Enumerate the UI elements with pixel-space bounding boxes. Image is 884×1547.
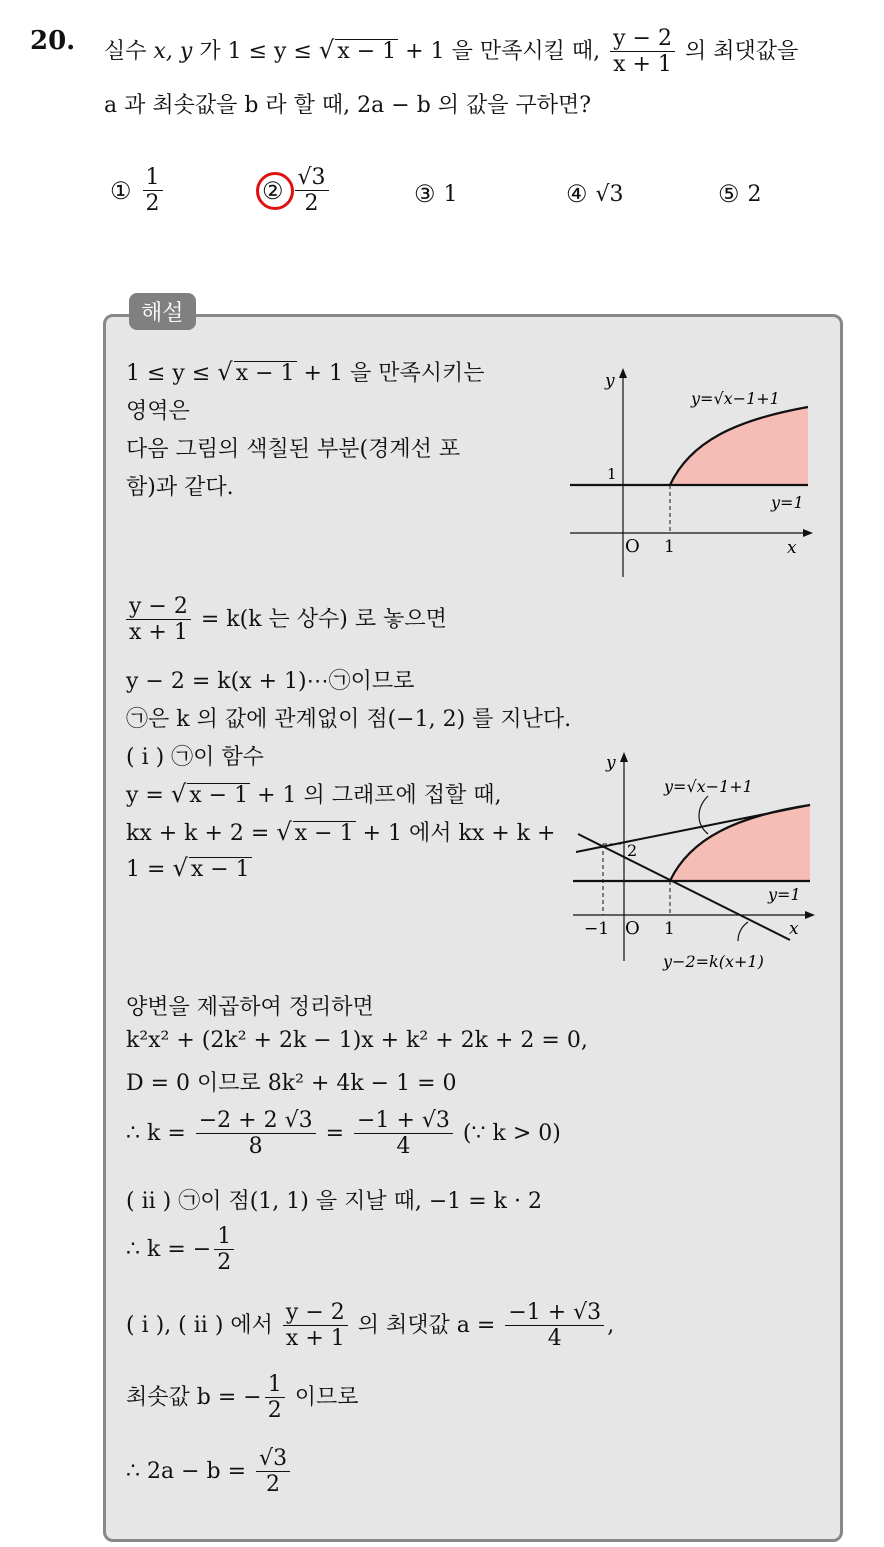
choice-1-den: 2 (145, 191, 160, 217)
graph-1-x-arrow (803, 529, 813, 537)
sol-p3-line6 (126, 1224, 237, 1276)
question-number: 20. (30, 26, 76, 56)
sol-p3-line9 (126, 1446, 293, 1498)
sol-p1-sqrt: x − 1 (235, 361, 295, 386)
radical-sign: √ (217, 358, 233, 386)
sol-p3-l7-f-den: x + 1 (285, 1326, 345, 1352)
sol-p3-l8-pre: 최솟값 b = − (126, 1384, 262, 1410)
choice-1-mark: ① (110, 176, 132, 205)
inequality: 1 ≤ y ≤ (227, 38, 312, 64)
particle-ga: 가 (199, 38, 221, 64)
radical-sign: √ (318, 35, 335, 64)
graph-2-tick-x: 1 (664, 919, 675, 939)
choice-2-fraction (295, 165, 329, 217)
sol-p3-l4-f1-num: −2 + 2 √3 (196, 1108, 316, 1134)
sol-p2-line3: ㉠은 k 의 값에 관계없이 점(−1, 2) 를 지난다. (126, 707, 572, 732)
radical-sign: √ (276, 818, 292, 846)
sol-p1-line1 (126, 356, 484, 387)
sol-p3-l8-frac (265, 1372, 285, 1424)
graph-1-x-label: x (787, 538, 797, 558)
sol-p2-l5-post: + 1 의 그래프에 접할 때, (257, 783, 502, 808)
choice-4-mark: ④ (566, 180, 588, 208)
sol-p3-l4-post: (∵ k > 0) (462, 1120, 561, 1146)
fraction-numerator: y − 2 (610, 26, 675, 52)
question-text-mid: 을 만족시킬 때, (451, 38, 601, 64)
graph-2-x-arrow (805, 911, 815, 919)
radical-sign: √ (170, 780, 187, 808)
sol-p3-line1: 양변을 제곱하여 정리하면 (126, 995, 374, 1020)
question-fraction (610, 26, 675, 78)
choice-3-mark: ③ (414, 180, 436, 208)
choice-1-fraction (143, 165, 163, 217)
sol-p1-line2: 영역은 (126, 399, 190, 424)
sol-p3-l9-den: 2 (266, 1472, 281, 1498)
sol-p2-l7-sqrt: x − 1 (190, 857, 250, 882)
graph-2-tangent-label: y−2=k(x+1) (663, 952, 764, 971)
sol-p2-l5-pre: y = (126, 783, 164, 808)
sol-p2-l6-sqrt: x − 1 (294, 821, 354, 846)
sol-p3-l4-frac2 (354, 1108, 453, 1160)
sol-p3-l6-pre: ∴ k = − (126, 1236, 212, 1262)
sol-p3-l8-den: 2 (267, 1398, 282, 1424)
sol-p3-l6-frac (214, 1224, 234, 1276)
choice-3[interactable] (414, 180, 458, 208)
graph-2-x-label: x (789, 919, 799, 939)
sol-p3-line3: D = 0 이므로 8k² + 4k − 1 = 0 (126, 1071, 457, 1096)
sol-p1-line4: 함)과 같다. (126, 475, 234, 500)
choice-2-num: √3 (295, 165, 329, 191)
graph-2-y-label: y (606, 753, 616, 773)
choice-4[interactable] (566, 180, 624, 208)
sol-p3-l8-post: 이므로 (294, 1384, 359, 1410)
sol-p3-l8-num: 1 (265, 1372, 285, 1398)
choice-5-mark: ⑤ (718, 180, 740, 208)
choice-5[interactable] (718, 180, 762, 208)
sol-p3-l6-num: 1 (214, 1224, 234, 1250)
sol-p2-line6 (126, 816, 555, 847)
sol-p3-line2: k²x² + (2k² + 2k − 1)x + k² + 2k + 2 = 0, (126, 1028, 588, 1053)
graph-1-y-label: y (605, 371, 615, 391)
sol-p2-line5 (126, 778, 502, 809)
sol-p2-l7-pre: 1 = (126, 857, 166, 882)
solution-tag: 해설 (129, 293, 196, 330)
sol-p3-l7-mid: 의 최댓값 a = (357, 1312, 496, 1338)
question-text-post: 의 최댓값을 (684, 38, 799, 64)
sol-p1-ineq: 1 ≤ y ≤ (126, 361, 211, 386)
sol-p2-frac-num: y − 2 (126, 594, 191, 620)
sol-p3-l7-frac (283, 1300, 348, 1352)
graph-1 (565, 362, 820, 584)
choice-2-mark-wrap (262, 177, 284, 205)
sol-p1-line3: 다음 그림의 색칠된 부분(경계선 포 (126, 437, 461, 462)
sol-p2-l6-pre: kx + k + 2 = (126, 821, 270, 846)
sol-p3-l4-f1-den: 8 (248, 1134, 263, 1160)
graph-2 (568, 748, 823, 978)
sol-p3-l7-post: , (607, 1312, 615, 1338)
sol-p3-l6-den: 2 (217, 1250, 232, 1276)
sol-p3-l4-pre: ∴ k = (126, 1120, 186, 1146)
sol-p3-l9-num: √3 (256, 1446, 290, 1472)
sol-p3-line4 (126, 1108, 561, 1160)
graph-1-tick-x: 1 (664, 537, 675, 557)
sol-p3-line7 (126, 1300, 614, 1352)
choice-4-value: √3 (595, 181, 624, 207)
graph-2-y-arrow (620, 752, 628, 762)
sol-p2-l5-sqrt: x − 1 (189, 783, 249, 808)
graph-1-shaded-region (670, 407, 808, 485)
sol-p2-line1 (126, 594, 447, 646)
sol-p3-l7-a-den: 4 (547, 1326, 562, 1352)
graph-1-line-label: y=1 (771, 493, 804, 512)
graph-1-y-arrow (619, 368, 627, 378)
sol-p3-l4-f2-num: −1 + √3 (354, 1108, 453, 1134)
sol-p3-l9-pre: ∴ 2a − b = (126, 1458, 247, 1484)
var-x: x, (153, 38, 173, 64)
choice-1[interactable] (110, 165, 166, 217)
graph-2-origin: O (625, 918, 640, 939)
sol-p2-l1-post: = k(k 는 상수) 로 놓으면 (200, 606, 447, 632)
graph-2-line-pointer (738, 922, 748, 941)
sol-p2-line4: ( i ) ㉠이 함수 (126, 745, 264, 770)
graph-2-curve-label: y=√x−1+1 (664, 777, 753, 796)
graph-1-tick-y: 1 (607, 465, 617, 483)
sqrt-argument: x − 1 (337, 38, 397, 64)
fraction-denominator: x + 1 (613, 52, 672, 78)
choice-2[interactable] (262, 165, 332, 217)
sol-p3-l9-frac (256, 1446, 290, 1498)
sol-p3-l7-a-frac (505, 1300, 604, 1352)
sol-p3-l4-frac1 (196, 1108, 316, 1160)
sol-p1-post: + 1 을 만족시키는 (303, 361, 485, 386)
sol-p3-l7-pre: ( i ), ( ii ) 에서 (126, 1312, 273, 1338)
sol-p3-l4-eq: = (325, 1120, 345, 1146)
sol-p2-line7 (126, 854, 252, 882)
sol-p2-l6-post: + 1 에서 kx + k + (362, 821, 556, 846)
choice-2-den: 2 (304, 191, 319, 217)
graph-2-tick-neg: −1 (584, 919, 610, 939)
choice-3-value: 1 (443, 181, 458, 207)
sol-p3-line5: ( ii ) ㉠이 점(1, 1) 을 지날 때, −1 = k · 2 (126, 1189, 542, 1214)
plus-one: + 1 (405, 38, 445, 64)
graph-2-tick-y2: 2 (627, 841, 638, 860)
sol-p3-l4-f2-den: 4 (396, 1134, 411, 1160)
graph-1-curve-label: y=√x−1+1 (691, 389, 780, 408)
sol-p3-line8 (126, 1372, 358, 1424)
question-text-pre: 실수 (104, 38, 147, 64)
sol-p2-fraction (126, 594, 191, 646)
sol-p2-frac-den: x + 1 (129, 620, 188, 646)
sol-p3-l7-f-num: y − 2 (283, 1300, 348, 1326)
choice-5-value: 2 (747, 181, 762, 207)
choice-2-mark: ② (262, 176, 284, 205)
graph-2-line-label: y=1 (768, 885, 801, 904)
graph-2-shaded-region (670, 805, 810, 881)
choice-1-num: 1 (143, 165, 163, 191)
selected-answer-ring (256, 172, 294, 210)
question-line-2: a 과 최솟값을 b 라 할 때, 2a − b 의 값을 구하면? (104, 93, 592, 118)
graph-1-origin: O (625, 536, 640, 557)
sol-p3-l7-a-num: −1 + √3 (505, 1300, 604, 1326)
graph-2-curve-pointer (699, 796, 708, 834)
var-y: y (179, 38, 193, 64)
radical-sign: √ (172, 854, 188, 882)
sol-p2-line2: y − 2 = k(x + 1)⋯㉠이므로 (126, 669, 415, 694)
question-line-1 (104, 26, 798, 78)
